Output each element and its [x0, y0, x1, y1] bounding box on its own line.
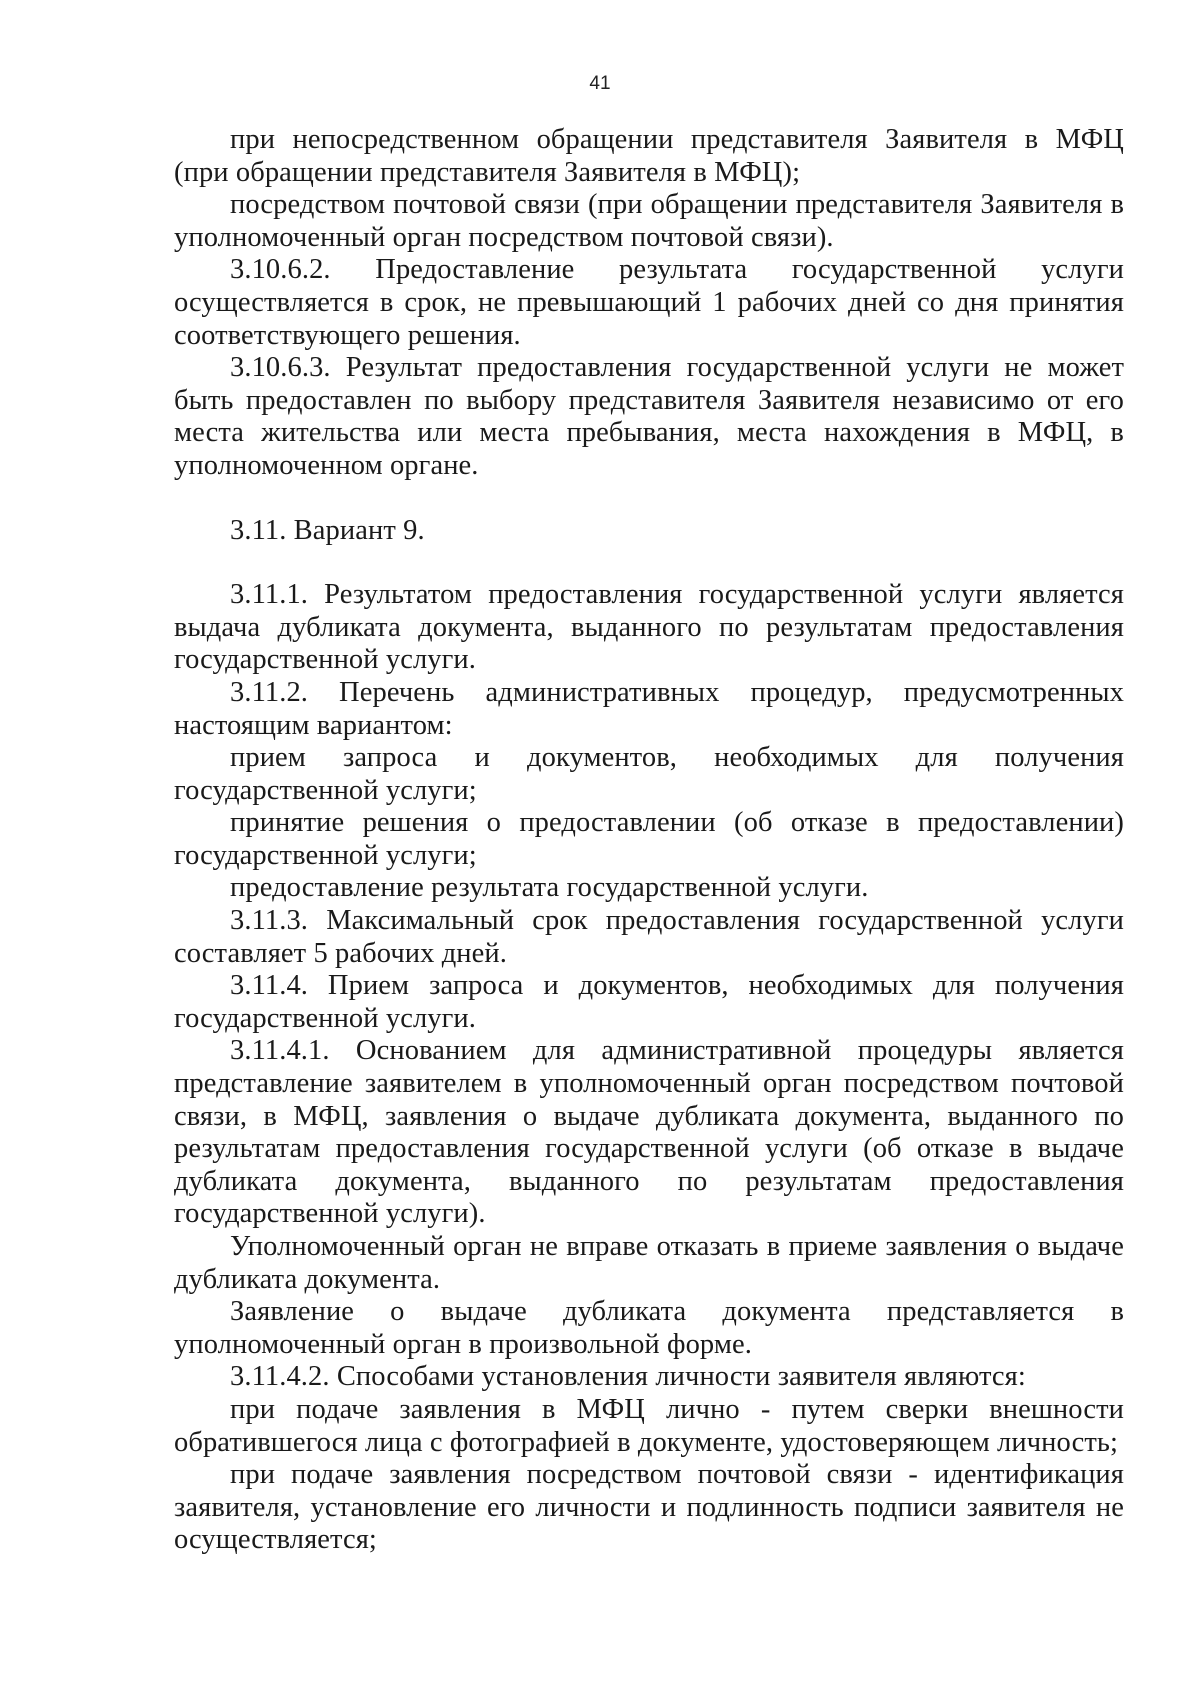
document-body	[174, 124, 1124, 1557]
paragraph: Заявление о выдаче дубликата документа представляется в уполномоченный орган в произвольной форме.	[174, 1296, 1124, 1360]
section-heading: 3.11. Вариант 9.	[230, 514, 425, 546]
paragraph: 3.11.4. Прием запроса и документов, необходимых для получения государственной услуги.	[174, 970, 1124, 1034]
paragraph: при непосредственном обращении представителя Заявителя в МФЦ (при обращении представителя Заявителя в МФЦ);	[174, 124, 1124, 188]
paragraph: 3.11.2. Перечень административных процедур, предусмотренных настоящим вариантом:	[174, 676, 1124, 741]
paragraph: посредством почтовой связи (при обращении представителя Заявителя в уполномоченный орган посредством почтовой связи).	[174, 189, 1124, 253]
list-item: принятие решения о предоставлении (об отказе в предоставлении) государственной услуги;	[174, 807, 1124, 871]
paragraph: 3.11.4.2. Способами установления личности заявителя являются:	[230, 1361, 1026, 1393]
page-number: 41	[589, 73, 611, 94]
list-item: при подаче заявления посредством почтовой связи - идентификация заявителя, установление его личности и подлинность подписи заявителя не осуществляется;	[174, 1459, 1124, 1556]
paragraph: 3.11.1. Результатом предоставления государственной услуги является выдача дубликата документа, выданного по результатам предоставления государственной услуги.	[174, 579, 1124, 676]
list-item: при подаче заявления в МФЦ лично - путем сверки внешности обратившегося лица с фотографией в документе, удостоверяющем личность;	[174, 1393, 1124, 1458]
paragraph: Уполномоченный орган не вправе отказать в приеме заявления о выдаче дубликата документа.	[174, 1231, 1124, 1295]
spacer	[174, 547, 1124, 579]
spacer	[174, 483, 1124, 515]
list-item: предоставление результата государственной услуги.	[230, 872, 869, 904]
paragraph: 3.11.4.1. Основанием для административной процедуры является представление заявителем в уполномоченный орган посредством почтовой связи, в МФЦ, заявления о выдаче дубликата документа, выданного по результатам предоставления государственной услуги (об отказе в выдаче дубликата документа, выданного по результатам предоставления государственной услуги).	[174, 1035, 1124, 1230]
paragraph: 3.11.3. Максимальный срок предоставления государственной услуги составляет 5 рабочих дней.	[174, 905, 1124, 969]
paragraph: 3.10.6.2. Предоставление результата государственной услуги осуществляется в срок, не превышающий 1 рабочих дней со дня принятия соответствующего решения.	[174, 254, 1124, 351]
paragraph: 3.10.6.3. Результат предоставления государственной услуги не может быть предоставлен по выбору представителя Заявителя независимо от его места жительства или места пребывания, места нахождения в МФЦ, в уполномоченном органе.	[174, 352, 1124, 481]
list-item: прием запроса и документов, необходимых для получения государственной услуги;	[174, 742, 1124, 806]
